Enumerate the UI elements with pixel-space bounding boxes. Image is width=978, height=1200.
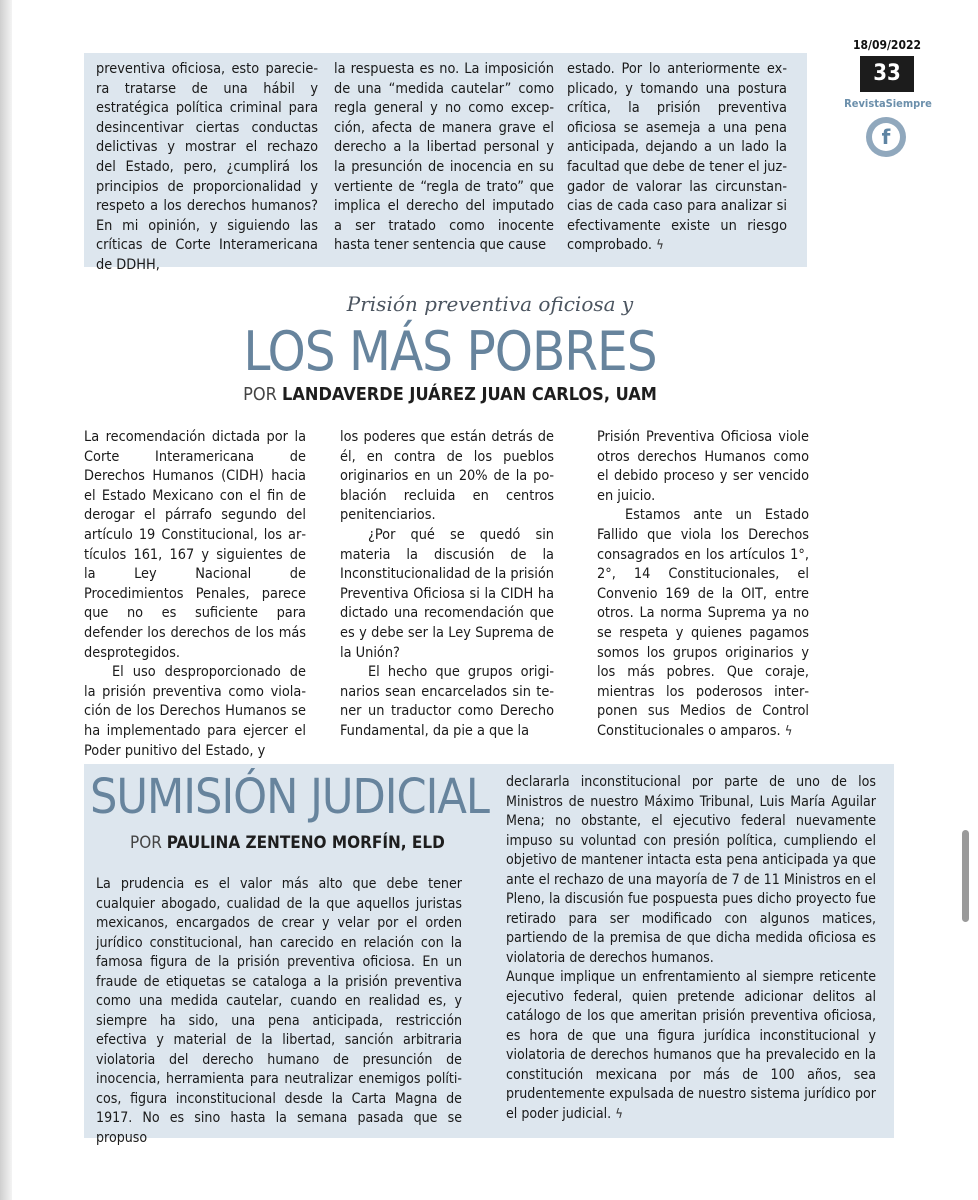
article1-kicker: Prisión preventiva oficiosa y xyxy=(346,292,634,316)
article1-byline-por: POR xyxy=(243,384,277,405)
article1-c2p2: ¿Por qué se quedó sin materia la discusión de la Inconstitucionalidad de la prisión Preventiva Oficiosa si la CIDH ha dictado una recomendación que es y debe ser la Ley Suprema de la Unión? xyxy=(340,526,554,661)
end-mark-icon: ϟ xyxy=(615,1106,623,1122)
article1-c1p1: La recomendación dictada por la Corte Interamericana de Derechos Humanos (CIDH) hacia el Estado Mexicano con el fin de derogar el párrafo segundo del artículo 19 Constitucional, los artículos 161, 167 y siguientes de la Ley Nacional de Procedimientos Penales, parece que no es suficiente para defender los derechos de los más desprotegidos. xyxy=(84,429,306,661)
article1-c3p1: Prisión Preventiva Oficiosa viole otros derechos Humanos como el debido proceso y ser vencido en juicio. xyxy=(597,429,809,504)
facebook-icon[interactable] xyxy=(866,117,906,157)
page-number: 33 xyxy=(860,56,914,92)
article1-c3p2: Estamos ante un Estado Fallido que viola los Derechos consagrados en los artículos 1°, 2°, 14 Constitucionales, el Convenio 169 de la OIT, entre otros. La norma Suprema ya no se respeta y quienes pagamos somos los grupos originarios y los más pobres. Que coraje, mientras los poderosos interponen sus Medios de Control Constitucionales o amparos. xyxy=(597,507,809,739)
article1-byline-name: LANDAVERDE JUÁREZ JUAN CARLOS, UAM xyxy=(282,384,657,405)
top-article-col-3 xyxy=(567,60,787,256)
article1-col-2 xyxy=(340,428,554,742)
article1-col-1 xyxy=(84,428,306,761)
scrollbar-thumb[interactable] xyxy=(962,830,969,922)
article2-left-p1: La prudencia es el valor más alto que debe tener cualquier abogado, cualidad de la que aquellos juristas mexicanos, encargados de crear y velar por el orden jurídico constitucional, han carecido en relación con la famosa figura de la prisión preventiva oficiosa. En un fraude de etiquetas se cataloga a la prisión preventiva como una medida cautelar, cuando en realidad es, y siempre ha sido, una pena anticipada, restricción efectiva y material de la libertad, sanción arbitraria violatoria del derecho humano de presunción de inocencia, herramienta para neutralizar enemigos políticos, figura inconstitucional desde la Carta Magna de 1917. No es sino hasta la semana pasada que se propuso xyxy=(96,876,462,1146)
issue-date: 18/09/2022 xyxy=(853,38,921,52)
article2-title: SUMISIÓN JUDICIAL xyxy=(90,769,489,825)
article2-byline xyxy=(130,833,490,853)
article1-col-3 xyxy=(597,428,809,742)
top-article-col-1 xyxy=(96,60,318,276)
article1-title: LOS MÁS POBRES xyxy=(243,320,657,383)
article2-col-left xyxy=(96,875,462,1148)
article1-c2p1: los poderes que están detrás de él, en contra de los pueblos originarios en un 20% de la población recluida en centros penitenciarios. xyxy=(340,429,554,524)
article2-col-right xyxy=(506,773,876,1124)
end-mark-icon: ϟ xyxy=(784,723,793,739)
top-col2-text: la respuesta es no. La imposición de una “medida cautelar” como regla general y no como excepción, afecta de manera grave el derecho a la libertad personal y la presunción de inocencia en su vertiente de “regla de trato” que implica el derecho del imputado a ser tratado como inocente hasta tener sentencia que cause xyxy=(334,61,554,254)
article1-c1p2: El uso desproporcionado de la prisión preventiva como violación de los Derechos Humanos se ha implementado para ejercer el Poder punitivo del Estado, y xyxy=(84,664,306,759)
article1-byline xyxy=(180,384,720,405)
article1-c2p3: El hecho que grupos originarios sean encarcelados sin tener un traductor como Derecho Fundamental, da pie a que la xyxy=(340,664,554,739)
article2-byline-por: POR xyxy=(130,833,162,853)
article2-byline-name: PAULINA ZENTENO MORFÍN, ELD xyxy=(166,833,445,853)
end-mark-icon: ϟ xyxy=(656,238,664,254)
article2-right-p1: declararla inconstitucional por parte de uno de los Ministros de nuestro Máximo Tribunal, Luis María Aguilar Mena; no obstante, el ejecutivo federal nuevamente impuso su voluntad con presión política, cumpliendo el objetivo de mantener intacta esta pena anticipada ya que ante el rechazo de una mayoría de 7 de 11 Ministros en el Pleno, la discusión fue pospuesta pues dicho proyecto fue retirado para ser modificado con algunos matices, partiendo de la premisa de que dicha medida oficiosa es violatoria de derechos humanos. xyxy=(506,774,876,966)
top-col1-text: preventiva oficiosa, esto pareciera tratarse de una hábil y estratégica política criminal para desincentivar ciertas conductas delictivas y mostrar el rechazo del Estado, pero, ¿cumplirá los principios de proporcionalidad y respeto a los derechos humanos? En mi opinión, y siguiendo las críticas de Corte Interamericana de DDHH, xyxy=(96,61,318,273)
top-article-col-2 xyxy=(334,60,554,256)
article2-right-p2: Aunque implique un enfrentamiento al siempre reticente ejecutivo federal, quien pretende adicionar delitos al catálogo de los que ameritan prisión preventiva oficiosa, es hora de que una figura jurídica inconstitucional y violatoria de derechos humanos que ha prevalecido en la constitución mexicana por más de 100 años, sea prudentemente expulsada de nuestro sistema jurídico por el poder judicial. xyxy=(506,969,876,1122)
top-col3-text: estado. Por lo anteriormente explicado, y tomando una postura crítica, la prisión preventiva oficiosa se asemeja a una pena anticipada, dejando a un lado la facultad que debe de tener el juzgador de valorar las circunstancias de cada caso para analizar si efectivamente existe un riesgo comprobado. xyxy=(567,61,787,254)
brand-name: RevistaSiempre xyxy=(844,97,932,110)
facebook-icon-inner: f xyxy=(872,123,900,151)
page-edge xyxy=(0,0,12,1200)
